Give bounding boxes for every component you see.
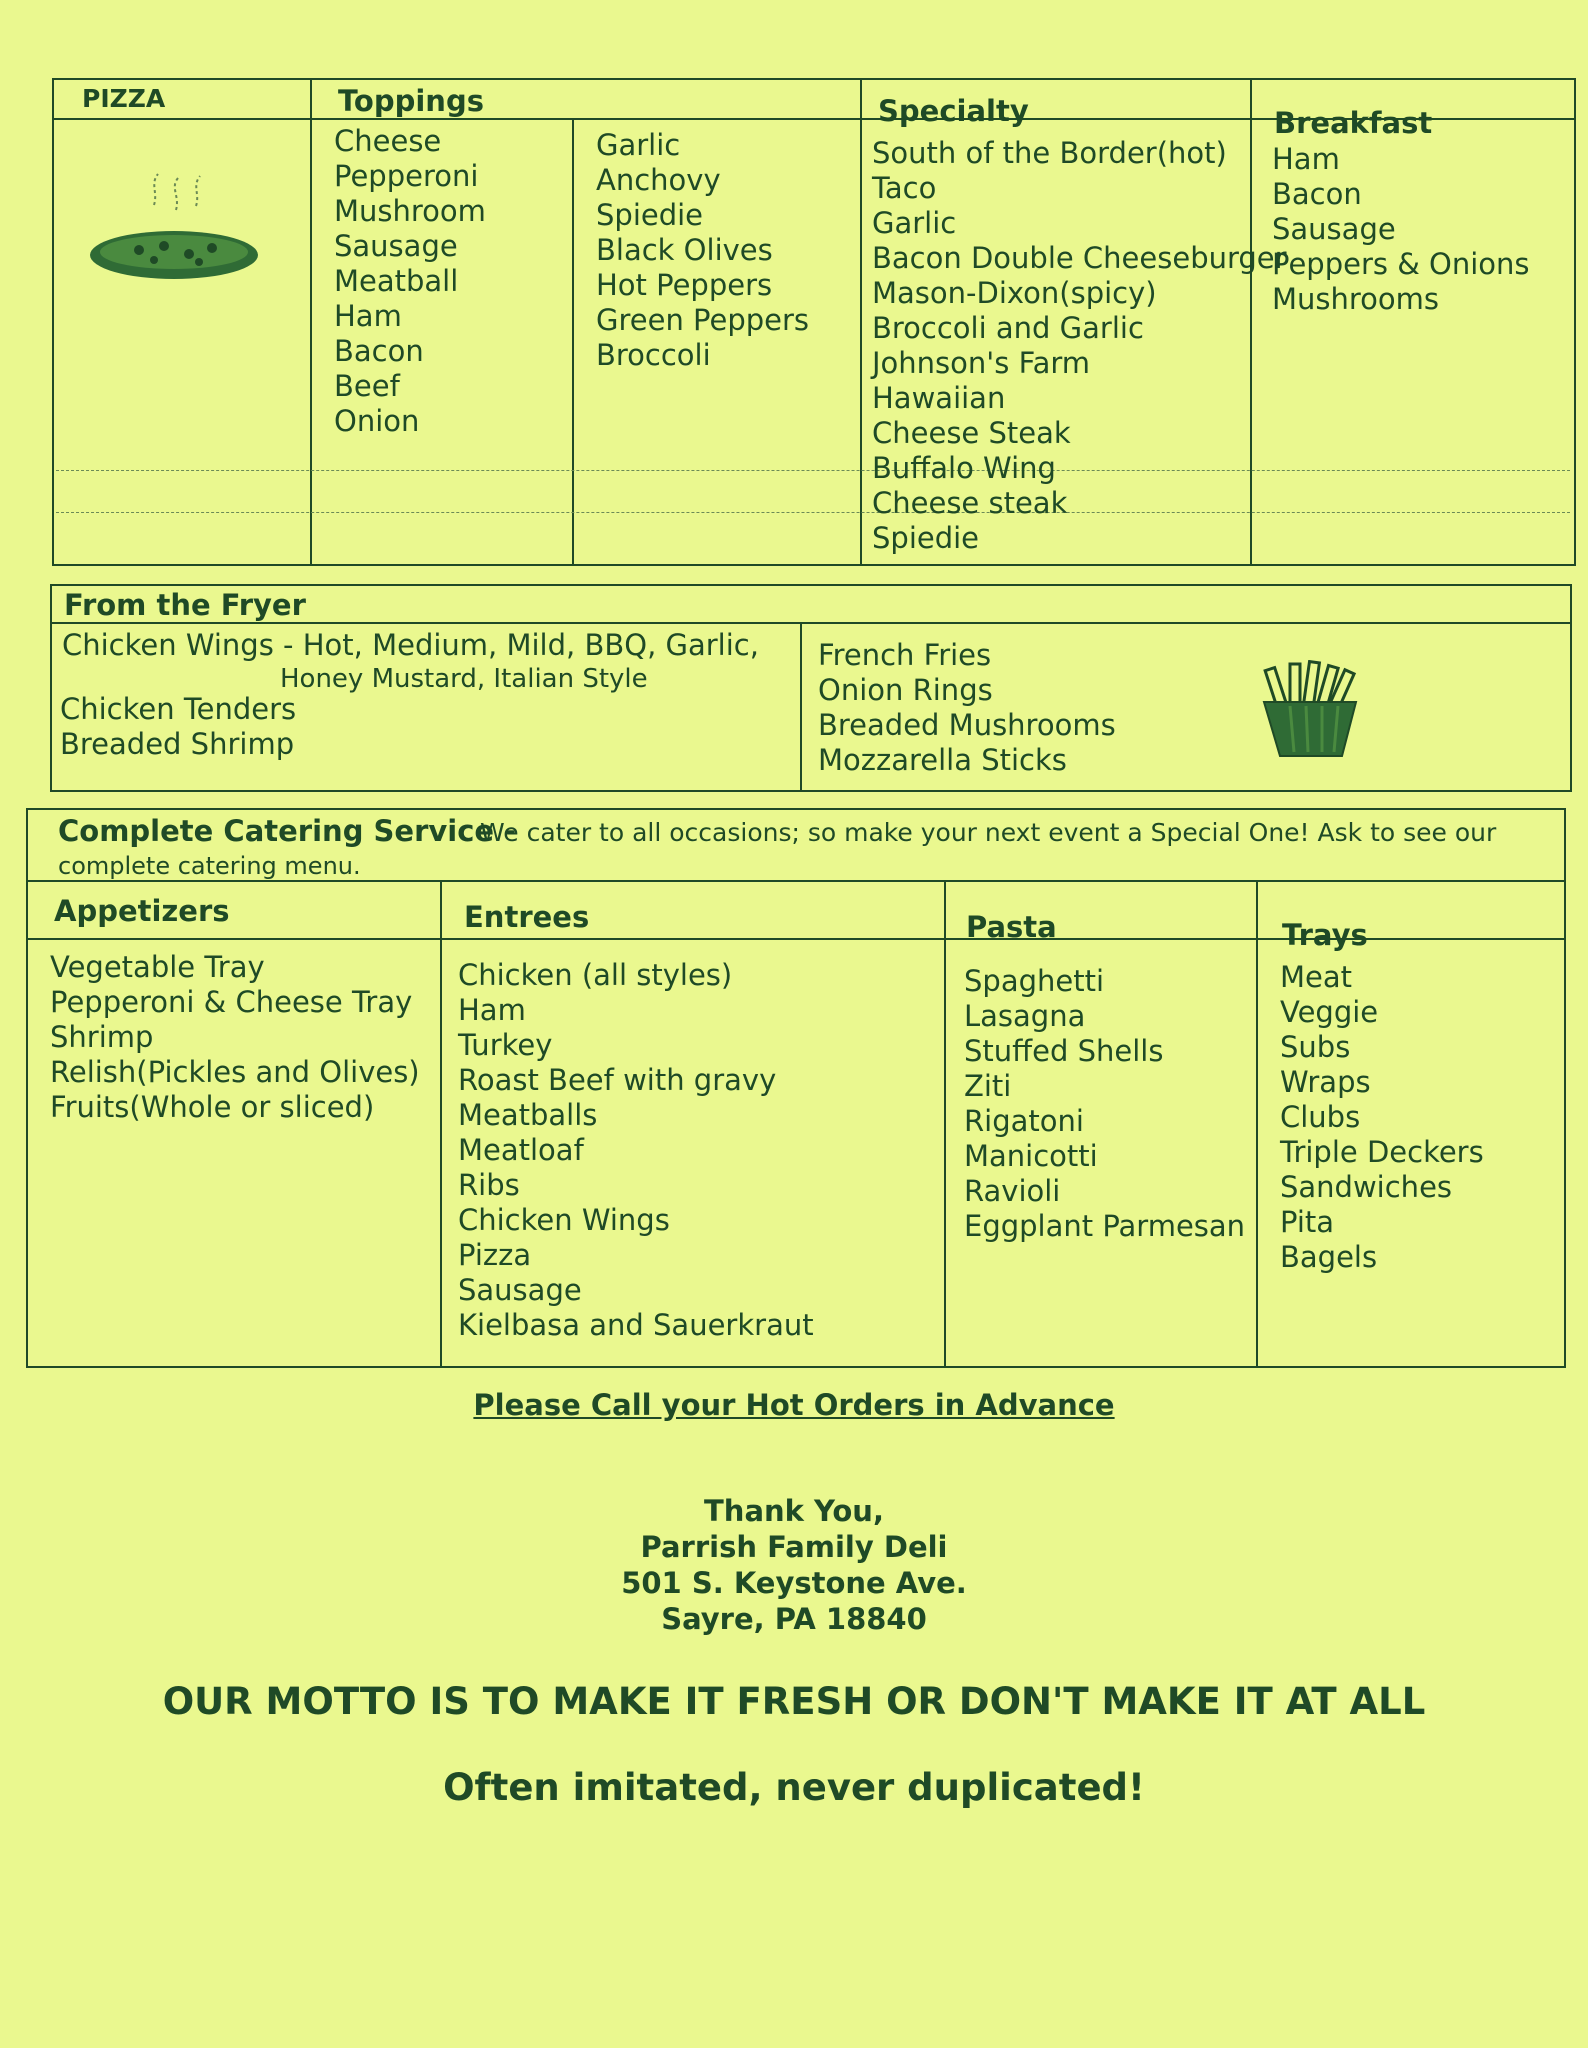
- catering-divider-1: [440, 880, 442, 1368]
- specialty-item: Mason-Dixon(spicy): [872, 276, 1157, 310]
- fryer-divider: [800, 622, 802, 792]
- entree-item: Ribs: [458, 1168, 520, 1202]
- breakfast-item: Peppers & Onions: [1272, 247, 1530, 281]
- entree-item: Kielbasa and Sauerkraut: [458, 1308, 814, 1342]
- pasta-item: Ziti: [964, 1069, 1012, 1103]
- entree-item: Chicken (all styles): [458, 958, 733, 992]
- pasta-item: Lasagna: [964, 999, 1086, 1033]
- fryer-right-list: [818, 638, 1116, 778]
- fryer-header: From the Fryer: [64, 588, 306, 622]
- specialty-item: South of the Border(hot): [872, 136, 1227, 170]
- pasta-item: Manicotti: [964, 1139, 1098, 1173]
- appetizers-header: Appetizers: [54, 894, 230, 928]
- tray-item: Sandwiches: [1280, 1170, 1453, 1204]
- catering-intro-2: complete catering menu.: [58, 852, 361, 880]
- toppings-divider: [572, 118, 574, 566]
- entrees-list: [458, 958, 814, 1343]
- specialty-item: Hawaiian: [872, 381, 1006, 415]
- pasta-item: Rigatoni: [964, 1104, 1084, 1138]
- topping-item: Bacon: [334, 334, 424, 368]
- appetizer-item: Relish(Pickles and Olives): [50, 1055, 420, 1089]
- tray-item: Clubs: [1280, 1100, 1361, 1134]
- catering-divider-2: [944, 880, 946, 1368]
- topping-item: Onion: [334, 404, 420, 438]
- pasta-header: Pasta: [966, 910, 1057, 944]
- chicken-wings-line-2: Honey Mustard, Italian Style: [280, 664, 648, 694]
- catering-intro-line: [26, 880, 1566, 882]
- pasta-item: Ravioli: [964, 1174, 1061, 1208]
- fryer-item: Mozzarella Sticks: [818, 743, 1067, 777]
- deli-street: 501 S. Keystone Ave.: [621, 1566, 967, 1600]
- faint-line: [56, 470, 1570, 471]
- specialty-item: Cheese steak: [872, 486, 1068, 520]
- appetizers-list: [50, 950, 420, 1125]
- appetizer-item: Fruits(Whole or sliced): [50, 1090, 375, 1124]
- topping-item: Beef: [334, 369, 400, 403]
- topping-item: Spiedie: [596, 198, 704, 232]
- tray-item: Wraps: [1280, 1065, 1371, 1099]
- appetizer-item: Shrimp: [50, 1020, 154, 1054]
- pasta-item: Spaghetti: [964, 964, 1105, 998]
- entree-item: Meatloaf: [458, 1133, 584, 1167]
- breakfast-list: [1272, 142, 1530, 317]
- specialty-item: Buffalo Wing: [872, 451, 1056, 485]
- specialty-item: Broccoli and Garlic: [872, 311, 1144, 345]
- motto: OUR MOTTO IS TO MAKE IT FRESH OR DON'T MAKE IT AT ALL: [162, 1680, 1426, 1723]
- topping-item: Meatball: [334, 264, 459, 298]
- entree-item: Meatballs: [458, 1098, 598, 1132]
- fryer-item: Chicken Tenders: [60, 692, 297, 726]
- specialty-item: Garlic: [872, 206, 957, 240]
- tray-item: Subs: [1280, 1030, 1351, 1064]
- fryer-item: Breaded Mushrooms: [818, 708, 1116, 742]
- thank-you: Thank You,: [704, 1494, 884, 1528]
- entree-item: Chicken Wings: [458, 1203, 670, 1237]
- appetizer-item: Vegetable Tray: [50, 950, 265, 984]
- breakfast-item: Ham: [1272, 142, 1340, 176]
- topping-item: Broccoli: [596, 338, 711, 372]
- fryer-header-line: [50, 622, 1572, 624]
- breakfast-header: Breakfast: [1274, 106, 1433, 140]
- appetizer-item: Pepperoni & Cheese Tray: [50, 985, 413, 1019]
- entree-item: Ham: [458, 993, 526, 1027]
- toppings-list-1: [334, 124, 486, 439]
- faint-line: [56, 512, 1570, 513]
- catering-intro: We cater to all occasions; so make your next event a Special One! Ask to see our: [480, 818, 1497, 847]
- tagline: Often imitated, never duplicated!: [443, 1766, 1145, 1809]
- catering-divider-3: [1256, 880, 1258, 1368]
- topping-item: Cheese: [334, 124, 442, 158]
- specialty-list: [872, 136, 1287, 556]
- pizza-header: PIZZA: [82, 84, 166, 113]
- fryer-left-list: [60, 692, 296, 762]
- specialty-item: Johnson's Farm: [872, 346, 1091, 380]
- topping-item: Hot Peppers: [596, 268, 773, 302]
- fryer-item: Breaded Shrimp: [60, 727, 295, 761]
- breakfast-item: Sausage: [1272, 212, 1396, 246]
- catering-title: Complete Catering Service -: [58, 814, 517, 848]
- tray-item: Pita: [1280, 1205, 1335, 1239]
- breakfast-item: Mushrooms: [1272, 282, 1440, 316]
- french-fries-icon: [1250, 660, 1370, 760]
- deli-name: Parrish Family Deli: [640, 1530, 948, 1564]
- toppings-header: Toppings: [338, 84, 484, 118]
- pizza-divider: [310, 78, 312, 566]
- tray-item: Veggie: [1280, 995, 1379, 1029]
- breakfast-item: Bacon: [1272, 177, 1362, 211]
- toppings-list-2: [596, 128, 809, 373]
- topping-item: Pepperoni: [334, 159, 479, 193]
- chicken-wings-line: Chicken Wings - Hot, Medium, Mild, BBQ, Garlic,: [62, 628, 759, 662]
- topping-item: Anchovy: [596, 163, 721, 197]
- fryer-item: Onion Rings: [818, 673, 993, 707]
- topping-item: Black Olives: [596, 233, 773, 267]
- trays-list: [1280, 960, 1484, 1275]
- entree-item: Sausage: [458, 1273, 582, 1307]
- specialty-item: Bacon Double Cheeseburger: [872, 241, 1287, 275]
- topping-item: Sausage: [334, 229, 458, 263]
- tray-item: Bagels: [1280, 1240, 1378, 1274]
- topping-item: Garlic: [596, 128, 681, 162]
- entrees-header: Entrees: [464, 900, 590, 934]
- specialty-item: Spiedie: [872, 521, 980, 555]
- specialty-header: Specialty: [878, 94, 1029, 128]
- specialty-item: Cheese Steak: [872, 416, 1071, 450]
- tray-item: Meat: [1280, 960, 1353, 994]
- topping-item: Mushroom: [334, 194, 486, 228]
- pasta-item: Eggplant Parmesan: [964, 1209, 1246, 1243]
- specialty-divider: [860, 78, 862, 566]
- topping-item: Ham: [334, 299, 402, 333]
- entree-item: Turkey: [458, 1028, 553, 1062]
- specialty-item: Taco: [872, 171, 937, 205]
- fryer-item: French Fries: [818, 638, 992, 672]
- call-notice: Please Call your Hot Orders in Advance: [473, 1388, 1115, 1422]
- pasta-list: [964, 964, 1245, 1244]
- pasta-item: Stuffed Shells: [964, 1034, 1164, 1068]
- entree-item: Pizza: [458, 1238, 532, 1272]
- deli-city: Sayre, PA 18840: [661, 1602, 927, 1636]
- entree-item: Roast Beef with gravy: [458, 1063, 777, 1097]
- tray-item: Triple Deckers: [1280, 1135, 1484, 1169]
- pizza-icon: [84, 160, 264, 290]
- trays-header: Trays: [1282, 918, 1368, 952]
- topping-item: Green Peppers: [596, 303, 810, 337]
